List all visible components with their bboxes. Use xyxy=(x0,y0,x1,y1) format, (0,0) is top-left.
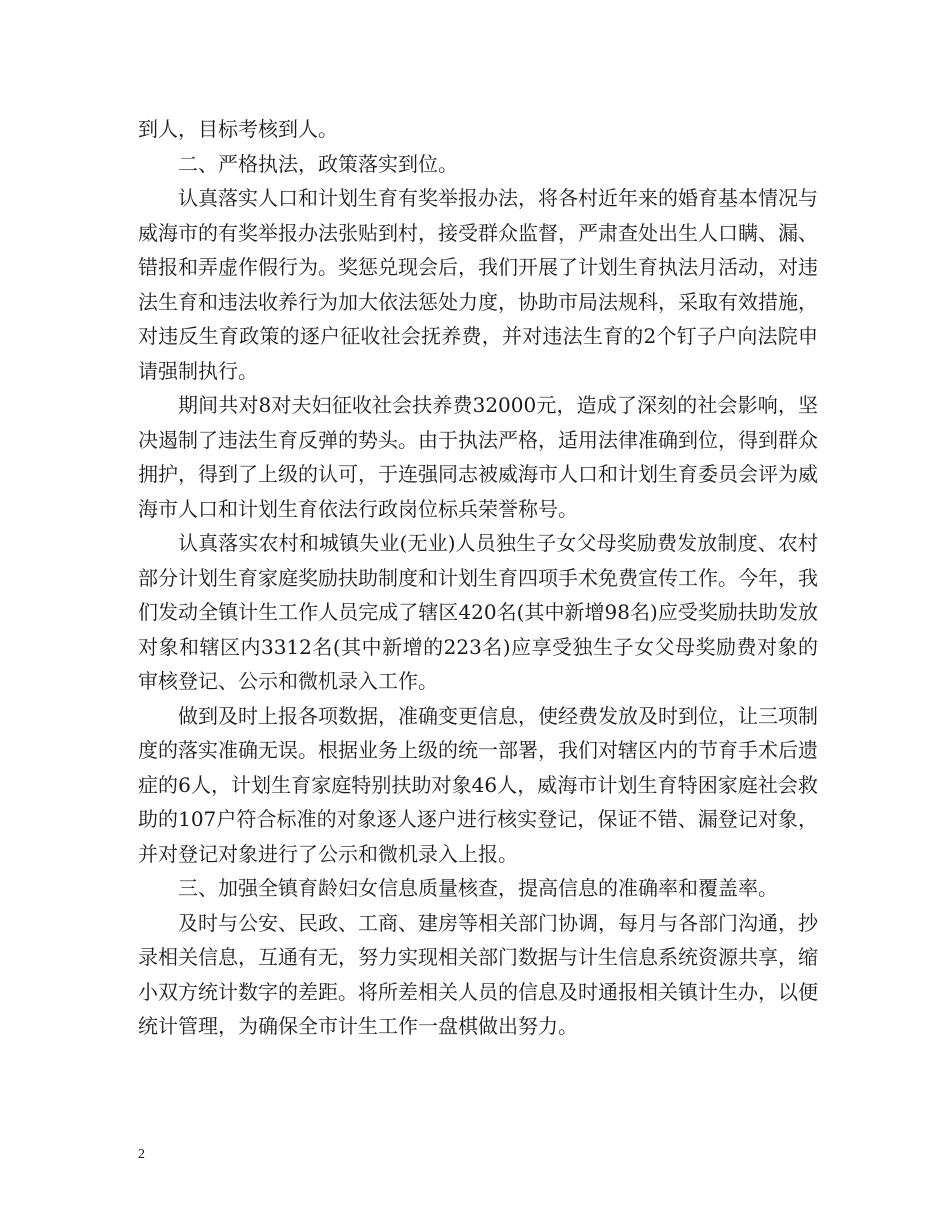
paragraph-continuation: 到人，目标考核到人。 xyxy=(138,117,338,141)
section-heading-3: 三、加强全镇育龄妇女信息质量核查，提高信息的准确率和覆盖率。 xyxy=(178,876,778,900)
page-number: 2 xyxy=(138,1147,145,1162)
paragraph: 认真落实农村和城镇失业(无业)人员独生子女父母奖励费发放制度、农村部分计划生育家庭奖励扶助制度和计划生育四项手术免费宣传工作。今年，我们发动全镇计生工作人员完成了辖区420名(其中新增98名)应受奖励扶助发放对象和辖区内3312名(其中新增的223名)应享受独生子女父母奖励费对象的审核登记、公示和微机录入工作。 xyxy=(138,531,818,693)
paragraph: 及时与公安、民政、工商、建房等相关部门协调，每月与各部门沟通，抄录相关信息，互通有无，努力实现相关部门数据与计生信息系统资源共享，缩小双方统计数字的差距。将所差相关人员的信息及时通报相关镇计生办，以便统计管理，为确保全市计生工作一盘棋做出努力。 xyxy=(138,910,818,1038)
paragraph: 期间共对8对夫妇征收社会扶养费32000元，造成了深刻的社会影响，坚决遏制了违法生育反弹的势头。由于执法严格，适用法律准确到位，得到群众拥护，得到了上级的认可，于连强同志被威海市人口和计划生育委员会评为威海市人口和计划生育依法行政岗位标兵荣誉称号。 xyxy=(138,393,818,521)
paragraph: 认真落实人口和计划生育有奖举报办法，将各村近年来的婚育基本情况与威海市的有奖举报办法张贴到村，接受群众监督，严肃查处出生人口瞒、漏、错报和弄虚作假行为。奖惩兑现会后，我们开展了计划生育执法月活动，对违法生育和违法收养行为加大依法惩处力度，协助市局法规科，采取有效措施，对违反生育政策的逐户征收社会抚养费，并对违法生育的2个钉子户向法院申请强制执行。 xyxy=(138,186,818,383)
document-body xyxy=(138,112,818,1044)
section-heading-2: 二、严格执法，政策落实到位。 xyxy=(178,151,458,176)
paragraph: 做到及时上报各项数据，准确变更信息，使经费发放及时到位，让三项制度的落实准确无误。根据业务上级的统一部署，我们对辖区内的节育手术后遗症的6人，计划生育家庭特别扶助对象46人，威海市计划生育特困家庭社会救助的107户符合标准的对象逐人逐户进行核实登记，保证不错、漏登记对象，并对登记对象进行了公示和微机录入上报。 xyxy=(138,703,818,866)
